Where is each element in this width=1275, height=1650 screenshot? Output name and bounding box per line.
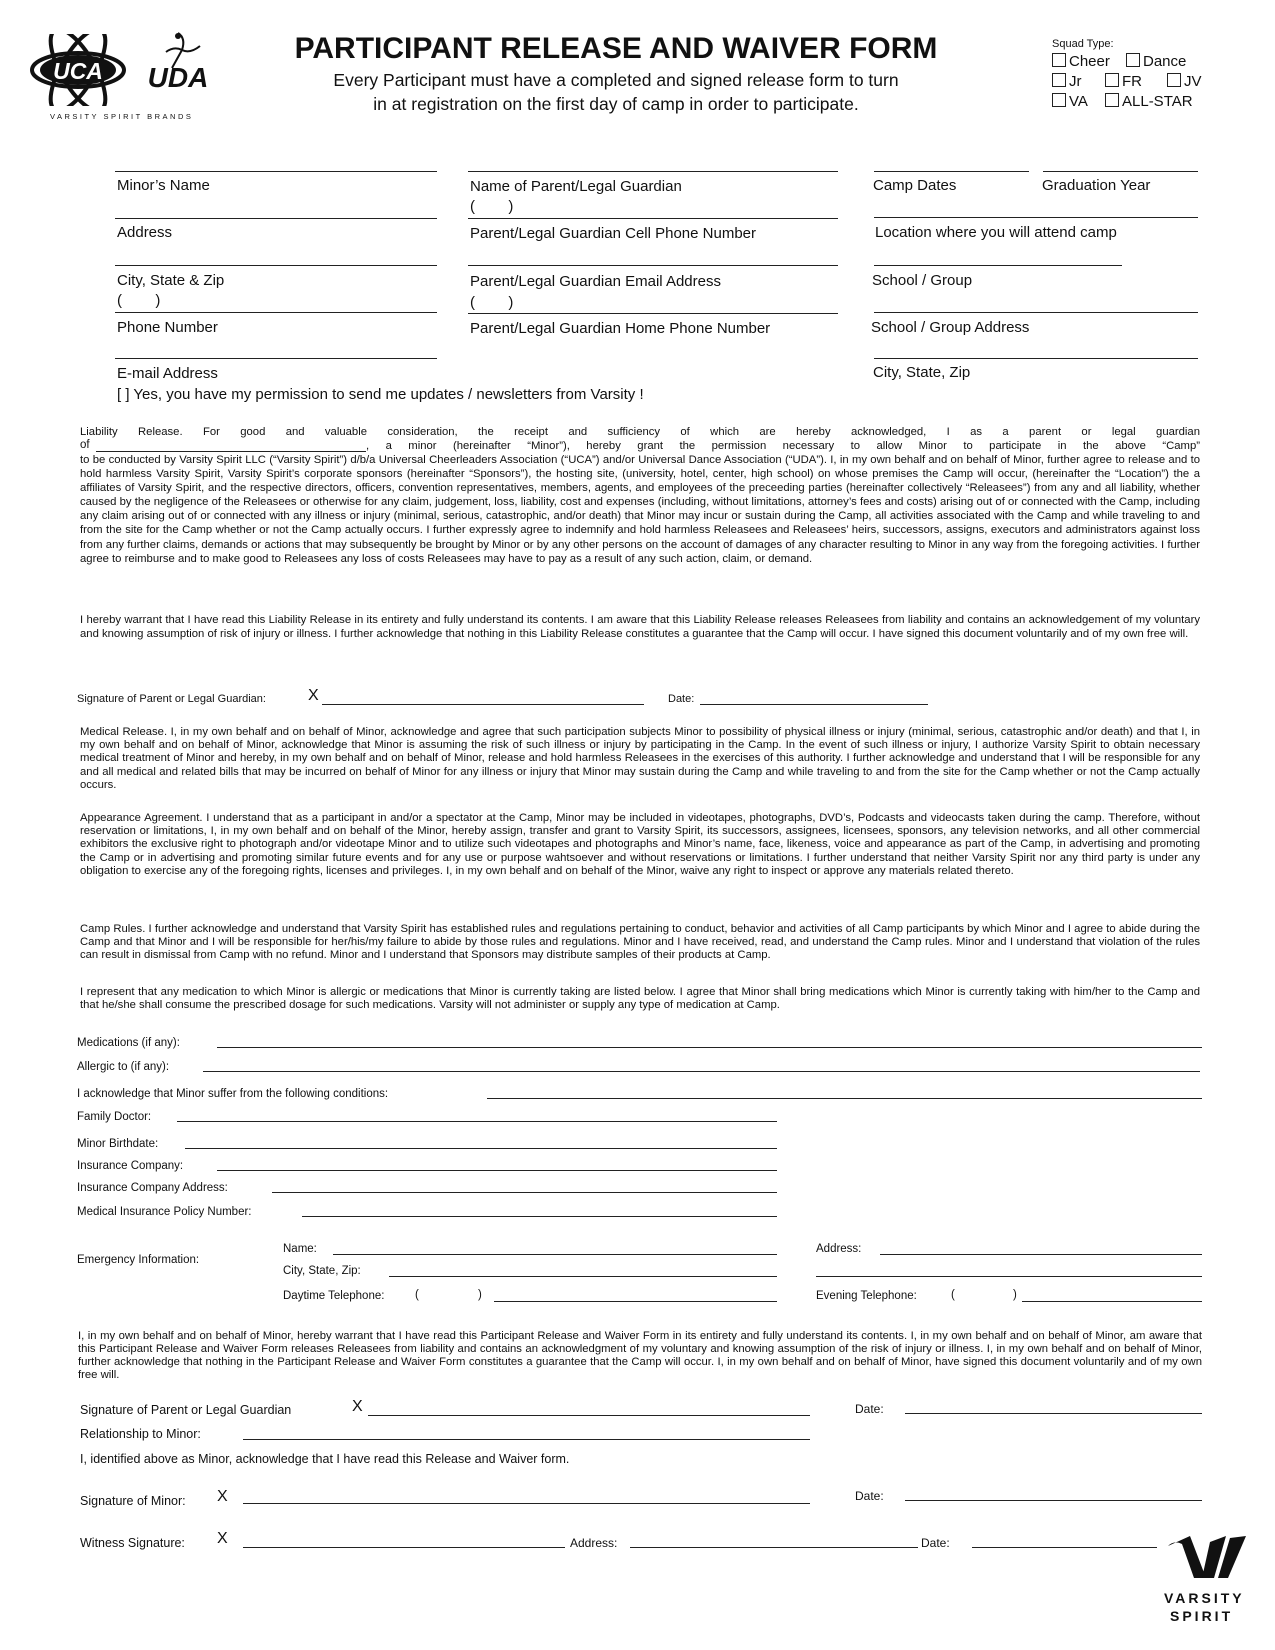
minor-name-label: Minor’s Name xyxy=(117,177,210,194)
final-warranty: I, in my own behalf and on behalf of Minor, hereby warrant that I have read this Participant Release and Waiver Form in its entirety and fully understand its contents. I, in my own behalf and on behalf of Minor, am aware that this Participant Release and Waiver Form releases Releasees from liability and contains an acknowledgment of my voluntary and knowing assumption of the risk of injury or illness. I, in my own behalf and on behalf of Minor, further acknowledge that nothing in the Participant Release and Waiver Form constitutes a guarantee that the Camp will occur. I, in my own behalf and on behalf of Minor, have signed this document voluntarily and of my own free will. xyxy=(78,1330,1202,1381)
minor-signature-line[interactable] xyxy=(243,1503,810,1504)
witness-date-label: Date: xyxy=(921,1536,950,1550)
liability-of: of xyxy=(80,439,90,451)
appearance-agreement: Appearance Agreement. I understand that as a participant in and/or a spectator at the Camp, Minor may be included in videotapes, photographs, DVD’s, Podcasts and videocasts taken during the camp. Therefore, without reservation or limitations, I, in my own behalf and on behalf of the Minor, hereby assign, transfer and grant to Varsity Spirit, its successors, assignees, licensees, sponsors, any television networks, and all other commercial exhibitors the exclusive right to photograph and/or videotape Minor and to utilize such videotapes and photographs and Minor’s name, face, likeness, voice and appearance as part of the Camp, in advertising and promoting the Camp or in advertising and promoting similar future events and for any use or purpose wahtsoever and without reservations or limitations. I further understand that neither Varsity Spirit nor any third party is under any obligation to exercise any of the foregoing rights, licenses and privileges. I, in my own behalf and on behalf of the Minor, waive any right to inspect or approve any materials related thereto. xyxy=(80,812,1200,877)
camp-dates-label: Camp Dates xyxy=(873,177,957,194)
address-line[interactable] xyxy=(115,218,437,219)
minor-name-line[interactable] xyxy=(115,171,437,172)
parent-paren-2: ( ) xyxy=(470,294,514,311)
squad-jr[interactable]: Jr xyxy=(1052,73,1082,90)
phone-paren: ( ) xyxy=(117,292,161,309)
subtitle-line2: in at registration on the first day of camp in order to participate. xyxy=(373,94,859,114)
witness-signature-label: Witness Signature: xyxy=(80,1536,185,1550)
camp-rules: Camp Rules. I further acknowledge and understand that Varsity Spirit has established rules and regulations pertaining to conduct, behavior and activities of all Camp participants by which Minor and I agree to abide during the Camp and that Minor and I will be responsible for her/his/my failure to abide by those rules and regulations. Minor and I have received, read, and understand the Camp rules. Minor and I understand that violation of the rules can result in dismissal from Camp with no refund. Minor and I understand that Sponsors may distribute samples of their products at Camp. xyxy=(80,923,1200,962)
squad-va[interactable]: VA xyxy=(1052,93,1088,110)
squad-cheer[interactable]: Cheer xyxy=(1052,53,1110,70)
squad-dance[interactable]: Dance xyxy=(1126,53,1186,70)
uca-logo xyxy=(28,34,128,106)
emergency-label: Emergency Information: xyxy=(77,1254,200,1266)
relationship-line[interactable] xyxy=(243,1439,810,1440)
location-line[interactable] xyxy=(874,217,1198,218)
parent-date-label: Date: xyxy=(855,1402,884,1416)
insurance-label: Insurance Company: xyxy=(77,1160,184,1172)
witness-address-line[interactable] xyxy=(630,1547,918,1548)
emergency-address-label: Address: xyxy=(816,1243,862,1255)
parent-date-line[interactable] xyxy=(905,1413,1202,1414)
page-title: PARTICIPANT RELEASE AND WAIVER FORM xyxy=(294,32,938,65)
checkbox-fr[interactable] xyxy=(1105,73,1119,87)
witness-signature-line[interactable] xyxy=(243,1547,565,1548)
minor-date-label: Date: xyxy=(855,1489,884,1503)
spirit-text: SPIRIT xyxy=(1170,1608,1234,1624)
birthdate-line[interactable] xyxy=(185,1148,777,1149)
varsity-spirit-logo xyxy=(1160,1528,1260,1638)
witness-date-line[interactable] xyxy=(972,1547,1157,1548)
address-label: Address xyxy=(117,224,173,241)
uda-logo-text: UDA xyxy=(147,62,209,93)
camp-dates-line[interactable] xyxy=(874,171,1029,172)
liability-line1: Liability Release. For good and valuable consideration, the receipt and sufficiency of which are hereby acknowledged, I as a parent or legal guardian xyxy=(80,426,1200,438)
daytime-phone-label: Daytime Telephone: xyxy=(283,1290,385,1302)
email-line[interactable] xyxy=(115,358,437,359)
subtitle-line1: Every Participant must have a completed and signed release form to turn xyxy=(333,70,899,90)
checkbox-va[interactable] xyxy=(1052,93,1066,107)
minor-signature-label: Signature of Minor: xyxy=(80,1494,186,1508)
daytime-paren-open: ( xyxy=(415,1289,419,1301)
liability-date-label: Date: xyxy=(668,693,695,705)
doctor-line[interactable] xyxy=(177,1121,777,1122)
liability-warranty: I hereby warrant that I have read this Liability Release in its entirety and fully understand its contents. I am aware that this Liability Release releases Releasees from liability and contains an acknowledgement of my voluntary and knowing assumption of risk of injury or illness. I further acknowledge that nothing in this Liability Release constitutes a guarantee that the Camp will occur. I have signed this document voluntarily and of my own free will. xyxy=(80,614,1200,641)
parent-signature-label: Signature of Parent or Legal Guardian xyxy=(80,1403,292,1417)
parent-home-label: Parent/Legal Guardian Home Phone Number xyxy=(470,320,771,337)
birthdate-label: Minor Birthdate: xyxy=(77,1138,159,1150)
witness-address-label: Address: xyxy=(570,1536,618,1550)
parent-signature-line[interactable] xyxy=(368,1415,810,1416)
parent-email-line[interactable] xyxy=(468,265,838,266)
evening-paren-open: ( xyxy=(951,1289,955,1301)
medication-note: I represent that any medication to which Minor is allergic or medications that Minor is currently taking are listed below. I agree that Minor shall bring medications which Minor is currently taking with him/her to the Camp and that he/she shall consume the prescribed dosage for such medications. Varsity will not administer or supply any type of medication at Camp. xyxy=(80,986,1200,1012)
parent-signature-x: X xyxy=(352,1398,363,1415)
insurance-address-label: Insurance Company Address: xyxy=(77,1182,228,1194)
emergency-name-label: Name: xyxy=(283,1243,317,1255)
parent-cell-line[interactable] xyxy=(468,218,838,219)
squad-fr[interactable]: FR xyxy=(1105,73,1142,90)
liability-signature-x: X xyxy=(308,687,319,704)
emergency-city-label: City, State, Zip: xyxy=(283,1265,361,1277)
minor-date-line[interactable] xyxy=(905,1500,1202,1501)
email-label: E-mail Address xyxy=(117,365,218,382)
checkbox-dance[interactable] xyxy=(1126,53,1140,67)
allergic-label: Allergic to (if any): xyxy=(77,1061,170,1073)
evening-phone-line[interactable] xyxy=(1022,1301,1202,1302)
varsity-text: VARSITY xyxy=(1164,1590,1245,1606)
policy-line[interactable] xyxy=(302,1216,777,1217)
checkbox-allstar[interactable] xyxy=(1105,93,1119,107)
conditions-line[interactable] xyxy=(487,1098,1202,1099)
liability-body: to be conducted by Varsity Spirit LLC (“Varsity Spirit”) d/b/a Universal Cheerleaders Association (“UCA”) and/or Universal Dance Association (“UDA”). I, in my own behalf and on behalf of Minor, further agree to release and to hold harmless Varsity Spirit, Varsity Spirit’s corporate sponsors (hereinafter “Sponsors”), the hosting site, (university, hotel, center, high school) on whose premises the Camp will occur, (hereinafter the “Location”) the a affiliates of Varsity Spirit, and the respective directors, officers, convention representatives, members, agents, and employees of the preceeding parties (hereinafter collectively “Releasees”) from any and all liability, whether caused by the negligence of the Releasees or otherwise for any claim, judgement, loss, liability, cost and expenses (including, without limitations, attorney’s fees and costs) arising out of or connected with the Camp, including any claim arising out of or connected with any illness or injury (minimal, serious, catastrophic, and/or death) that Minor may incur or sustain during the Camp, all activities associated with the Camp and while traveling to and from the site for the Camp whether or not the Camp actually occurs. I further expressly agree to indemnify and hold harmless Releasees and Releasees’ heirs, successors, assigns, executors and administrators against loss from any further claims, demands or actions that may subsequently be brought by Minor or by any other persons on the account of damages of any character resulting to Minor in any way from the foregoing activities. I further agree to reimburse and to make good to Releasees any loss of costs Releasees may have to pay as a result of any such action, claim, or demand. xyxy=(80,454,1200,565)
parent-home-line[interactable] xyxy=(468,313,838,314)
emergency-address2-line[interactable] xyxy=(816,1276,1202,1277)
minor-name-inline-line[interactable] xyxy=(96,451,366,452)
squad-type-label: Squad Type: xyxy=(1052,38,1114,50)
newsletter-permission[interactable]: [ ] Yes, you have my permission to send me updates / newsletters from Varsity ! xyxy=(117,386,644,403)
uca-logo-text: UCA xyxy=(53,58,103,84)
liability-signature-label: Signature of Parent or Legal Guardian: xyxy=(77,693,266,705)
city-state-zip-label: City, State & Zip xyxy=(117,272,225,289)
city-state-zip2-label: City, State, Zip xyxy=(873,364,971,381)
conditions-label: I acknowledge that Minor suffer from the following conditions: xyxy=(77,1088,389,1100)
daytime-paren-close: ) xyxy=(478,1289,482,1301)
school-address-label: School / Group Address xyxy=(871,319,1030,336)
insurance-address-line[interactable] xyxy=(272,1192,777,1193)
location-label: Location where you will attend camp xyxy=(875,224,1117,241)
evening-paren-close: ) xyxy=(1013,1289,1017,1301)
city-state-zip-line[interactable] xyxy=(115,265,437,266)
checkbox-jv[interactable] xyxy=(1167,73,1181,87)
emergency-address-line[interactable] xyxy=(880,1254,1202,1255)
graduation-year-label: Graduation Year xyxy=(1042,177,1151,194)
graduation-year-line[interactable] xyxy=(1043,171,1198,172)
allergic-line[interactable] xyxy=(203,1071,1200,1072)
minor-ack: I, identified above as Minor, acknowledge that I have read this Release and Waiver form. xyxy=(80,1452,570,1466)
checkbox-cheer[interactable] xyxy=(1052,53,1066,67)
daytime-phone-line[interactable] xyxy=(494,1301,777,1302)
parent-email-label: Parent/Legal Guardian Email Address xyxy=(470,273,721,290)
parent-cell-label: Parent/Legal Guardian Cell Phone Number xyxy=(470,225,757,242)
doctor-label: Family Doctor: xyxy=(77,1111,152,1123)
relationship-label: Relationship to Minor: xyxy=(80,1427,201,1441)
phone-label: Phone Number xyxy=(117,319,218,336)
phone-line[interactable] xyxy=(115,312,437,313)
medications-line[interactable] xyxy=(217,1047,1202,1048)
medications-label: Medications (if any): xyxy=(77,1037,180,1049)
emergency-name-line[interactable] xyxy=(333,1254,777,1255)
school-group-label: School / Group xyxy=(872,272,973,289)
witness-signature-x: X xyxy=(217,1530,228,1547)
squad-allstar[interactable]: ALL-STAR xyxy=(1105,93,1193,110)
school-address-line[interactable] xyxy=(874,312,1198,313)
parent-paren-1: ( ) xyxy=(470,198,514,215)
liability-signature-line[interactable] xyxy=(322,704,644,705)
parent-name-label: Name of Parent/Legal Guardian xyxy=(470,178,682,195)
brand-caption: VARSITY SPIRIT BRANDS xyxy=(50,112,194,121)
squad-jv[interactable]: JV xyxy=(1167,73,1202,90)
evening-phone-label: Evening Telephone: xyxy=(816,1290,917,1302)
checkbox-jr[interactable] xyxy=(1052,73,1066,87)
emergency-city-line[interactable] xyxy=(389,1276,777,1277)
policy-label: Medical Insurance Policy Number: xyxy=(77,1206,252,1218)
parent-name-line[interactable] xyxy=(468,171,838,172)
city-state-zip2-line[interactable] xyxy=(874,358,1198,359)
varsity-v-icon xyxy=(1160,1528,1260,1588)
school-group-line[interactable] xyxy=(874,265,1122,266)
uda-logo xyxy=(138,28,218,98)
liability-line2: , a minor (hereinafter “Minor”), hereby grant the permission necessary to allow Minor to participate in the above “Camp” xyxy=(366,440,1200,452)
liability-date-line[interactable] xyxy=(700,704,928,705)
insurance-line[interactable] xyxy=(217,1170,777,1171)
minor-signature-x: X xyxy=(217,1488,228,1505)
medical-release: Medical Release. I, in my own behalf and on behalf of Minor, acknowledge and agree that such participation subjects Minor to possibility of physical illness or injury (minimal, serious, catastrophic and/or death) and that I, in my own behalf and on behalf of Minor, acknowledge that Minor is assuming the risk of such illness or injury by participating in the Camp. In the event of such illness or injury, I authorize Varsity Spirit to obtain necessary medical treatment of Minor and hereby, in my own behalf and on behalf of Minor, release and hold harmless Releasees in the exercises of this authority. I further acknowledge and understand that I will be responsible for any and all medical and related bills that may be incurred on behalf of Minor for any illness or injury that Minor may sustain during the Camp and while traveling to and from the site for the Camp whether or not the Camp actually occurs. xyxy=(80,726,1200,791)
